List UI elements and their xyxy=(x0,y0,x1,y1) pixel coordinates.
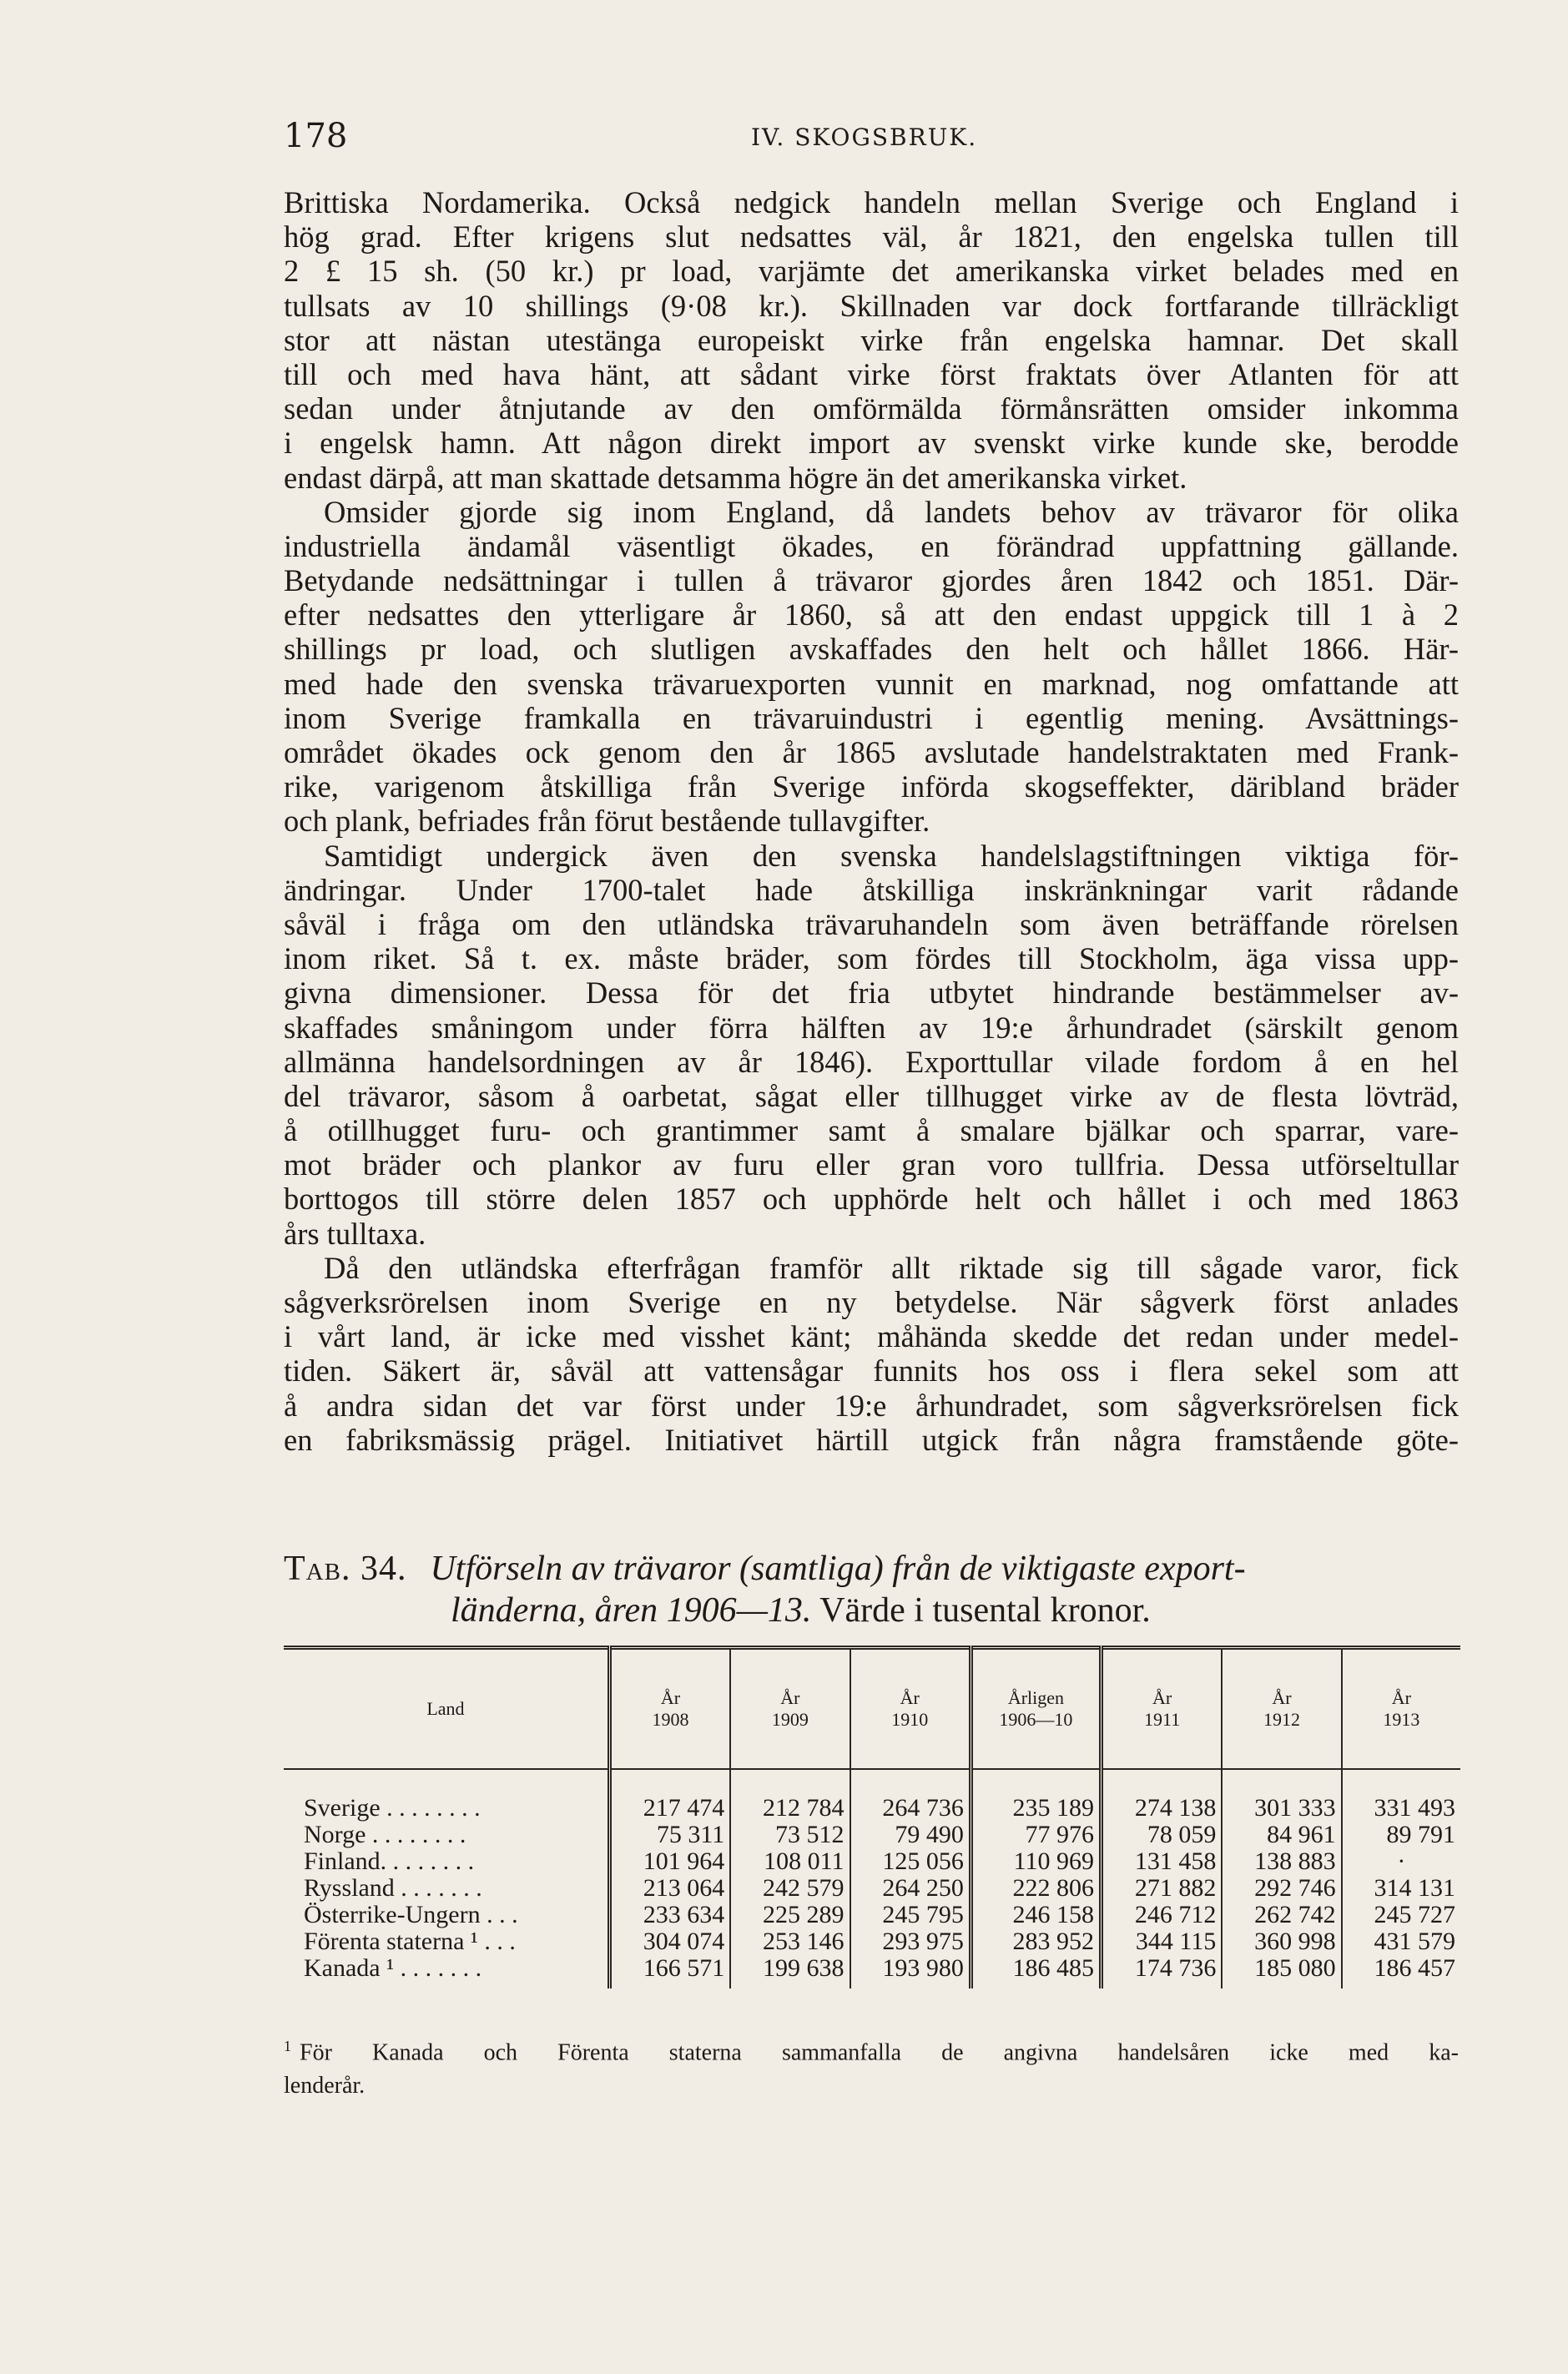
text-line: års tulltaxa. xyxy=(284,1216,426,1251)
text-line: Omsider gjorde sig inom England, då landets behov av trävaror för olika xyxy=(324,494,1459,529)
value-cell: 246 712 xyxy=(1101,1902,1222,1928)
text-line: å otillhugget furu- och grantimmer samt å smalare bjälkar och sparrar, vare- xyxy=(284,1113,1459,1148)
text-line: såväl i fråga om den utländska trävaruhandeln som även beträffande rörelsen xyxy=(284,906,1459,941)
text-line: mot bräder och plankor av furu eller gran voro tullfria. Dessa utförseltullar xyxy=(284,1147,1459,1182)
table-row xyxy=(284,1902,1460,1928)
value-cell: 108 011 xyxy=(730,1848,850,1875)
text-line: ändringar. Under 1700-talet hade åtskilliga inskränkningar varit rådande xyxy=(284,872,1459,907)
text-line: i engelsk hamn. Att någon direkt import av svenskt virke kunde ske, berodde xyxy=(284,426,1459,461)
text-line: 2 £ 15 sh. (50 kr.) pr load, varjämte det amerikanska virket belades med en xyxy=(284,254,1459,289)
footnote-text: För Kanada och Förenta staterna sammanfalla de angivna handelsåren icke med ka- xyxy=(300,2039,1459,2066)
value-cell: 78 059 xyxy=(1101,1822,1222,1848)
value-cell: 138 883 xyxy=(1222,1848,1341,1875)
table-row xyxy=(284,1875,1460,1902)
value-cell: 222 806 xyxy=(971,1875,1101,1902)
text-line: och plank, befriades från förut bestående tullavgifter. xyxy=(284,804,930,839)
value-cell: 174 736 xyxy=(1101,1955,1222,1988)
value-cell: 293 975 xyxy=(850,1928,971,1955)
column-header: Årligen 1906—10 xyxy=(971,1648,1101,1770)
value-cell: 131 458 xyxy=(1101,1848,1222,1875)
value-cell: 225 289 xyxy=(730,1902,850,1928)
text-line: givna dimensioner. Dessa för det fria utbytet hindrande bestämmelser av- xyxy=(284,975,1459,1011)
text-line: skaffades småningom under förra hälften av 19:e århundradet (särskilt genom xyxy=(284,1010,1459,1045)
value-cell: 264 736 xyxy=(850,1769,971,1822)
value-cell: 199 638 xyxy=(730,1955,850,1988)
body-text xyxy=(284,185,1459,1457)
value-cell: 431 579 xyxy=(1342,1928,1460,1955)
table-label: Tab. 34. xyxy=(284,1550,407,1588)
country-cell: Finland. . . . . . . . xyxy=(304,1847,475,1875)
table-unit: Värde i tusental kronor. xyxy=(819,1591,1151,1630)
value-cell: 212 784 xyxy=(730,1769,850,1822)
footnote-line: lenderår. xyxy=(284,2073,366,2099)
value-cell: 213 064 xyxy=(609,1875,730,1902)
value-cell: 233 634 xyxy=(609,1902,730,1928)
value-cell: 360 998 xyxy=(1222,1928,1341,1955)
text-line: endast därpå, att man skattade detsamma högre än det amerikanska virket. xyxy=(284,460,1187,495)
value-cell: 283 952 xyxy=(971,1928,1101,1955)
value-cell: 89 791 xyxy=(1342,1822,1460,1848)
column-header: År 1913 xyxy=(1342,1648,1460,1770)
value-cell: 186 457 xyxy=(1342,1955,1460,1988)
table-caption-line xyxy=(284,1548,1469,1590)
value-cell: 274 138 xyxy=(1101,1769,1222,1822)
table-caption xyxy=(284,1548,1469,1631)
value-cell: 79 490 xyxy=(850,1822,971,1848)
value-cell: 304 074 xyxy=(609,1928,730,1955)
value-cell: 186 485 xyxy=(971,1955,1101,1988)
text-line: med hade den svenska trävaruexporten vunnit en marknad, nog omfattande att xyxy=(284,666,1459,701)
value-cell: 193 980 xyxy=(850,1955,971,1988)
value-cell: 101 964 xyxy=(609,1848,730,1875)
table-header-row xyxy=(284,1648,1460,1770)
value-cell: · xyxy=(1342,1848,1460,1875)
value-cell: 271 882 xyxy=(1101,1875,1222,1902)
value-cell: 166 571 xyxy=(609,1955,730,1988)
text-line: inom Sverige framkalla en trävaruindustri i egentlig mening. Avsättnings- xyxy=(284,700,1459,735)
value-cell: 73 512 xyxy=(730,1822,850,1848)
text-line: en fabriksmässig prägel. Initiativet härtill utgick från några framstående göte- xyxy=(284,1422,1459,1457)
column-header: År 1910 xyxy=(850,1648,971,1770)
text-line: sedan under åtnjutande av den omförmälda förmånsrätten omsider inkomma xyxy=(284,391,1459,426)
table-row xyxy=(284,1928,1460,1955)
value-cell: 246 158 xyxy=(971,1902,1101,1928)
text-line: borttogos till större delen 1857 och upphörde helt och hållet i och med 1863 xyxy=(284,1182,1459,1217)
text-line: Då den utländska efterfrågan framför allt riktade sig till sågade varor, fick xyxy=(324,1250,1459,1285)
text-line: Brittiska Nordamerika. Också nedgick handeln mellan Sverige och England i xyxy=(284,185,1459,219)
text-line: tullsats av 10 shillings (9·08 kr.). Skillnaden var dock fortfarande tillräckligt xyxy=(284,288,1459,323)
footnote-mark: 1 xyxy=(284,2038,291,2054)
table-row xyxy=(284,1822,1460,1848)
text-line: till och med hava hänt, att sådant virke först fraktats över Atlanten för att xyxy=(284,356,1459,391)
table-title-continued: länderna, åren 1906—13. xyxy=(451,1591,812,1630)
page-number: 178 xyxy=(284,117,348,155)
country-cell: Kanada ¹ . . . . . . . xyxy=(304,1954,482,1982)
column-header: År 1908 xyxy=(609,1648,730,1770)
value-cell: 84 961 xyxy=(1222,1822,1341,1848)
country-cell: Österrike-Ungern . . . xyxy=(304,1901,518,1928)
text-line: efter nedsattes den ytterligare år 1860, så att den endast uppgick till 1 à 2 xyxy=(284,597,1459,633)
text-line: rike, varigenom åtskilliga från Sverige införda skogseffekter, däribland bräder xyxy=(284,769,1459,804)
value-cell: 245 727 xyxy=(1342,1902,1460,1928)
table-row xyxy=(284,1848,1460,1875)
value-cell: 245 795 xyxy=(850,1902,971,1928)
text-line: tiden. Säkert är, såväl att vattensågar funnits hos oss i flera sekel som att xyxy=(284,1353,1459,1389)
value-cell: 75 311 xyxy=(609,1822,730,1848)
value-cell: 314 131 xyxy=(1342,1875,1460,1902)
table-caption-line xyxy=(284,1590,1469,1631)
value-cell: 110 969 xyxy=(971,1848,1101,1875)
value-cell: 262 742 xyxy=(1222,1902,1341,1928)
value-cell: 344 115 xyxy=(1101,1928,1222,1955)
value-cell: 331 493 xyxy=(1342,1769,1460,1822)
table-title: Utförseln av trävaror (samtliga) från de viktigaste export- xyxy=(430,1550,1246,1588)
footnote xyxy=(284,2029,1459,2103)
text-line: del trävaror, såsom å oarbetat, sågat eller tillhugget virke av de flesta lövträd, xyxy=(284,1078,1459,1113)
value-cell: 125 056 xyxy=(850,1848,971,1875)
value-cell: 301 333 xyxy=(1222,1769,1341,1822)
country-cell: Sverige . . . . . . . . xyxy=(304,1794,481,1822)
table-body xyxy=(284,1769,1460,1988)
page-header xyxy=(284,117,1452,167)
value-cell: 253 146 xyxy=(730,1928,850,1955)
text-line: hög grad. Efter krigens slut nedsattes väl, år 1821, den engelska tullen till xyxy=(284,219,1459,255)
country-cell: Norge . . . . . . . . xyxy=(304,1821,466,1848)
running-head: IV. SKOGSBRUK. xyxy=(751,123,978,151)
text-line: shillings pr load, och slutligen avskaffades den helt och hållet 1866. Här- xyxy=(284,632,1459,667)
column-header: År 1909 xyxy=(730,1648,850,1770)
country-cell: Förenta staterna ¹ . . . xyxy=(304,1928,516,1955)
value-cell: 264 250 xyxy=(850,1875,971,1902)
value-cell: 235 189 xyxy=(971,1769,1101,1822)
export-table xyxy=(284,1646,1460,1988)
text-line: å andra sidan det var först under 19:e århundradet, som sågverksrörelsen fick xyxy=(284,1388,1459,1423)
table-row xyxy=(284,1955,1460,1988)
text-line: stor att nästan utestänga europeiskt virke från engelska hamnar. Det skall xyxy=(284,322,1459,357)
text-line: i vårt land, är icke med visshet känt; måhända skedde det redan under medel- xyxy=(284,1319,1459,1354)
country-cell: Ryssland . . . . . . . xyxy=(304,1874,482,1902)
table-row xyxy=(284,1769,1460,1822)
text-line: inom riket. Så t. ex. måste bräder, som fördes till Stockholm, äga vissa upp- xyxy=(284,941,1459,976)
text-line: industriella ändamål väsentligt ökades, en förändrad uppfattning gällande. xyxy=(284,528,1459,563)
text-line: Betydande nedsättningar i tullen å trävaror gjordes åren 1842 och 1851. Där- xyxy=(284,563,1459,598)
text-line: området ökades ock genom den år 1865 avslutade handelstraktaten med Frank- xyxy=(284,735,1459,769)
value-cell: 242 579 xyxy=(730,1875,850,1902)
column-header: År 1912 xyxy=(1222,1648,1341,1770)
text-line: sågverksrörelsen inom Sverige en ny betydelse. När sågverk först anlades xyxy=(284,1285,1459,1319)
value-cell: 185 080 xyxy=(1222,1955,1341,1988)
text-line: allmänna handelsordningen av år 1846). Exporttullar vilade fordom å en hel xyxy=(284,1044,1459,1079)
value-cell: 217 474 xyxy=(609,1769,730,1822)
column-header: Land xyxy=(284,1648,609,1770)
value-cell: 292 746 xyxy=(1222,1875,1341,1902)
text-line: Samtidigt undergick även den svenska handelslagstiftningen viktiga för- xyxy=(324,838,1459,873)
footnote-line xyxy=(284,2029,1459,2069)
column-header: År 1911 xyxy=(1101,1648,1222,1770)
value-cell: 77 976 xyxy=(971,1822,1101,1848)
